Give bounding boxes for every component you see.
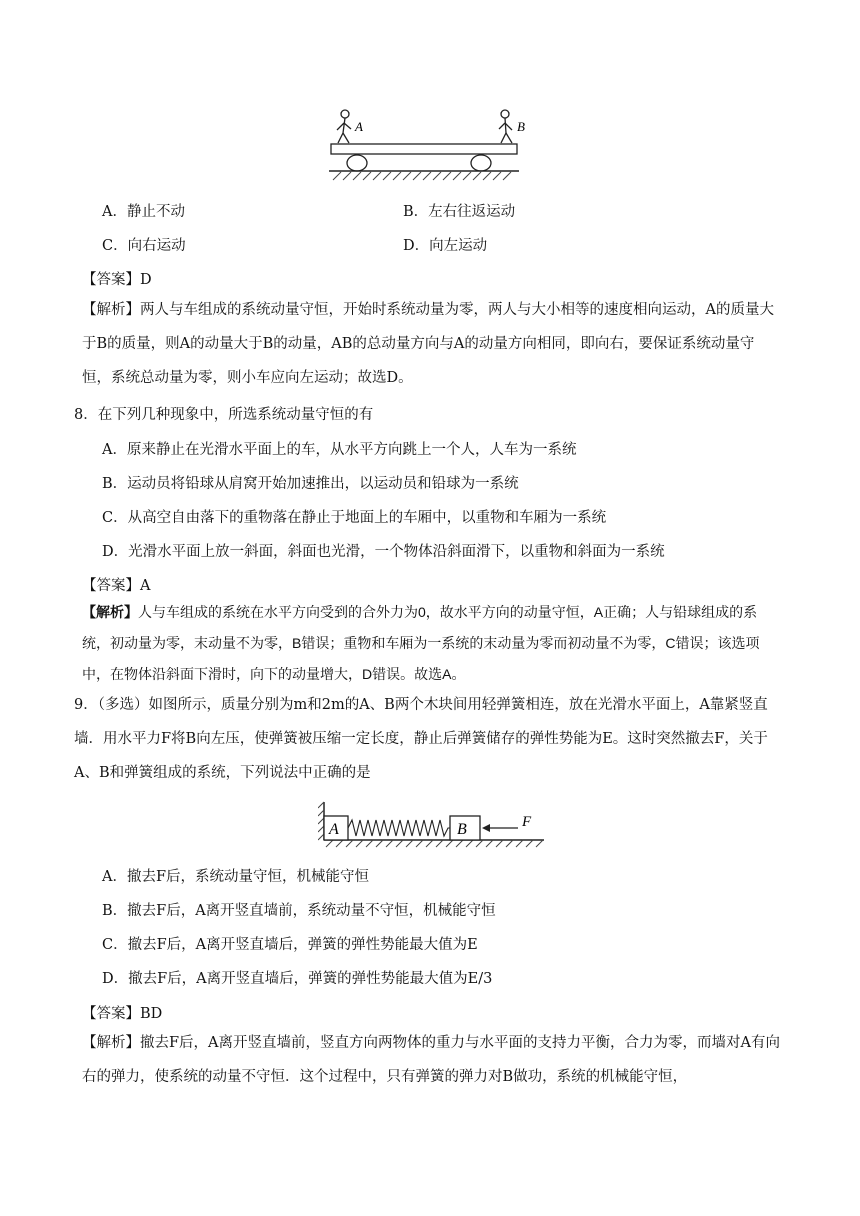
q9-option-c: C．撤去F后，A离开竖直墙后，弹簧的弹性势能最大值为E <box>102 937 478 953</box>
q7-answer <box>82 268 152 289</box>
q8-option-d: D．光滑水平面上放一斜面，斜面也光滑，一个物体沿斜面滑下，以重物和斜面为一系统 <box>102 544 665 560</box>
q7-option-d: D．向左运动 <box>403 238 488 254</box>
spring-figure <box>318 800 550 848</box>
q8-analysis <box>82 597 782 690</box>
q8-option-b: B．运动员将铅球从肩窝开始加速推出，以运动员和铅球为一系统 <box>102 476 519 492</box>
q8-answer-value: A <box>140 578 151 594</box>
q9-option-d: D．撤去F后，A离开竖直墙后，弹簧的弹性势能最大值为E/3 <box>102 971 493 987</box>
q7-option-a: A．静止不动 <box>102 204 185 220</box>
q9-analysis <box>82 1026 782 1094</box>
person-a-label: A <box>355 119 363 134</box>
block-b-label: B <box>457 821 467 838</box>
q8-analysis-text: 人与车组成的系统在水平方向受到的合外力为0，故水平方向的动量守恒，A正确；人与铅球组成的系统，初动量为零，末动量不为零，B错误；重物和车厢为一系统的末动量为零而初动量不为零，C错误；该选项中，在物体沿斜面下滑时，向下的动量增大，D错误。故选A。 <box>82 604 760 682</box>
q9-answer-tag: 【答案】 <box>82 1006 140 1022</box>
q9-answer-value: BD <box>140 1006 163 1022</box>
q7-analysis-text: 两人与车组成的系统动量守恒，开始时系统动量为零，两人与大小相等的速度相向运动，A的质量大于B的质量，则A的动量大于B的动量，AB的总动量方向与A的动量方向相同，即向右，要保证系统动量守恒，系统总动量为零，则小车应向左运动；故选D。 <box>82 302 774 386</box>
q8-option-a: A．原来静止在光滑水平面上的车，从水平方向跳上一个人，人车为一系统 <box>102 442 577 458</box>
force-f-label: F <box>522 814 532 830</box>
cart-figure <box>325 105 525 185</box>
q7-option-b: B．左右往返运动 <box>403 204 516 220</box>
q7-answer-value: D <box>140 272 152 288</box>
q8-analysis-tag: 【解析】 <box>82 604 138 620</box>
q9-option-a: A．撤去F后，系统动量守恒，机械能守恒 <box>102 869 370 885</box>
person-b-label: B <box>517 119 525 134</box>
q9-stem: 9．（多选）如图所示，质量分别为m和2m的A、B两个木块间用轻弹簧相连，放在光滑水平面上，A靠紧竖直墙．用水平力F将B向左压，使弹簧被压缩一定长度，静止后弹簧储存的弹性势能为E。这时突然撤去F，关于A、B和弹簧组成的系统，下列说法中正确的是 <box>74 697 768 781</box>
q9-answer <box>82 1002 162 1023</box>
q9-analysis-tag: 【解析】 <box>82 1035 140 1051</box>
q8-answer-tag: 【答案】 <box>82 578 140 594</box>
block-a-label: A <box>329 821 339 838</box>
q9-analysis-text: 撤去F后，A离开竖直墙前，竖直方向两物体的重力与水平面的支持力平衡，合力为零，而墙对A有向右的弹力，使系统的动量不守恒．这个过程中，只有弹簧的弹力对B做功，系统的机械能守恒， <box>82 1035 780 1085</box>
q9-option-b: B．撤去F后，A离开竖直墙前，系统动量不守恒，机械能守恒 <box>102 903 496 919</box>
q8-stem: 8．在下列几种现象中，所选系统动量守恒的有 <box>74 407 374 423</box>
q7-analysis <box>82 293 782 395</box>
q7-answer-tag: 【答案】 <box>82 272 140 288</box>
q8-answer <box>82 574 150 595</box>
q8-option-c: C．从高空自由落下的重物落在静止于地面上的车厢中，以重物和车厢为一系统 <box>102 510 607 526</box>
q7-analysis-tag: 【解析】 <box>82 302 140 318</box>
q7-option-c: C．向右运动 <box>102 238 186 254</box>
